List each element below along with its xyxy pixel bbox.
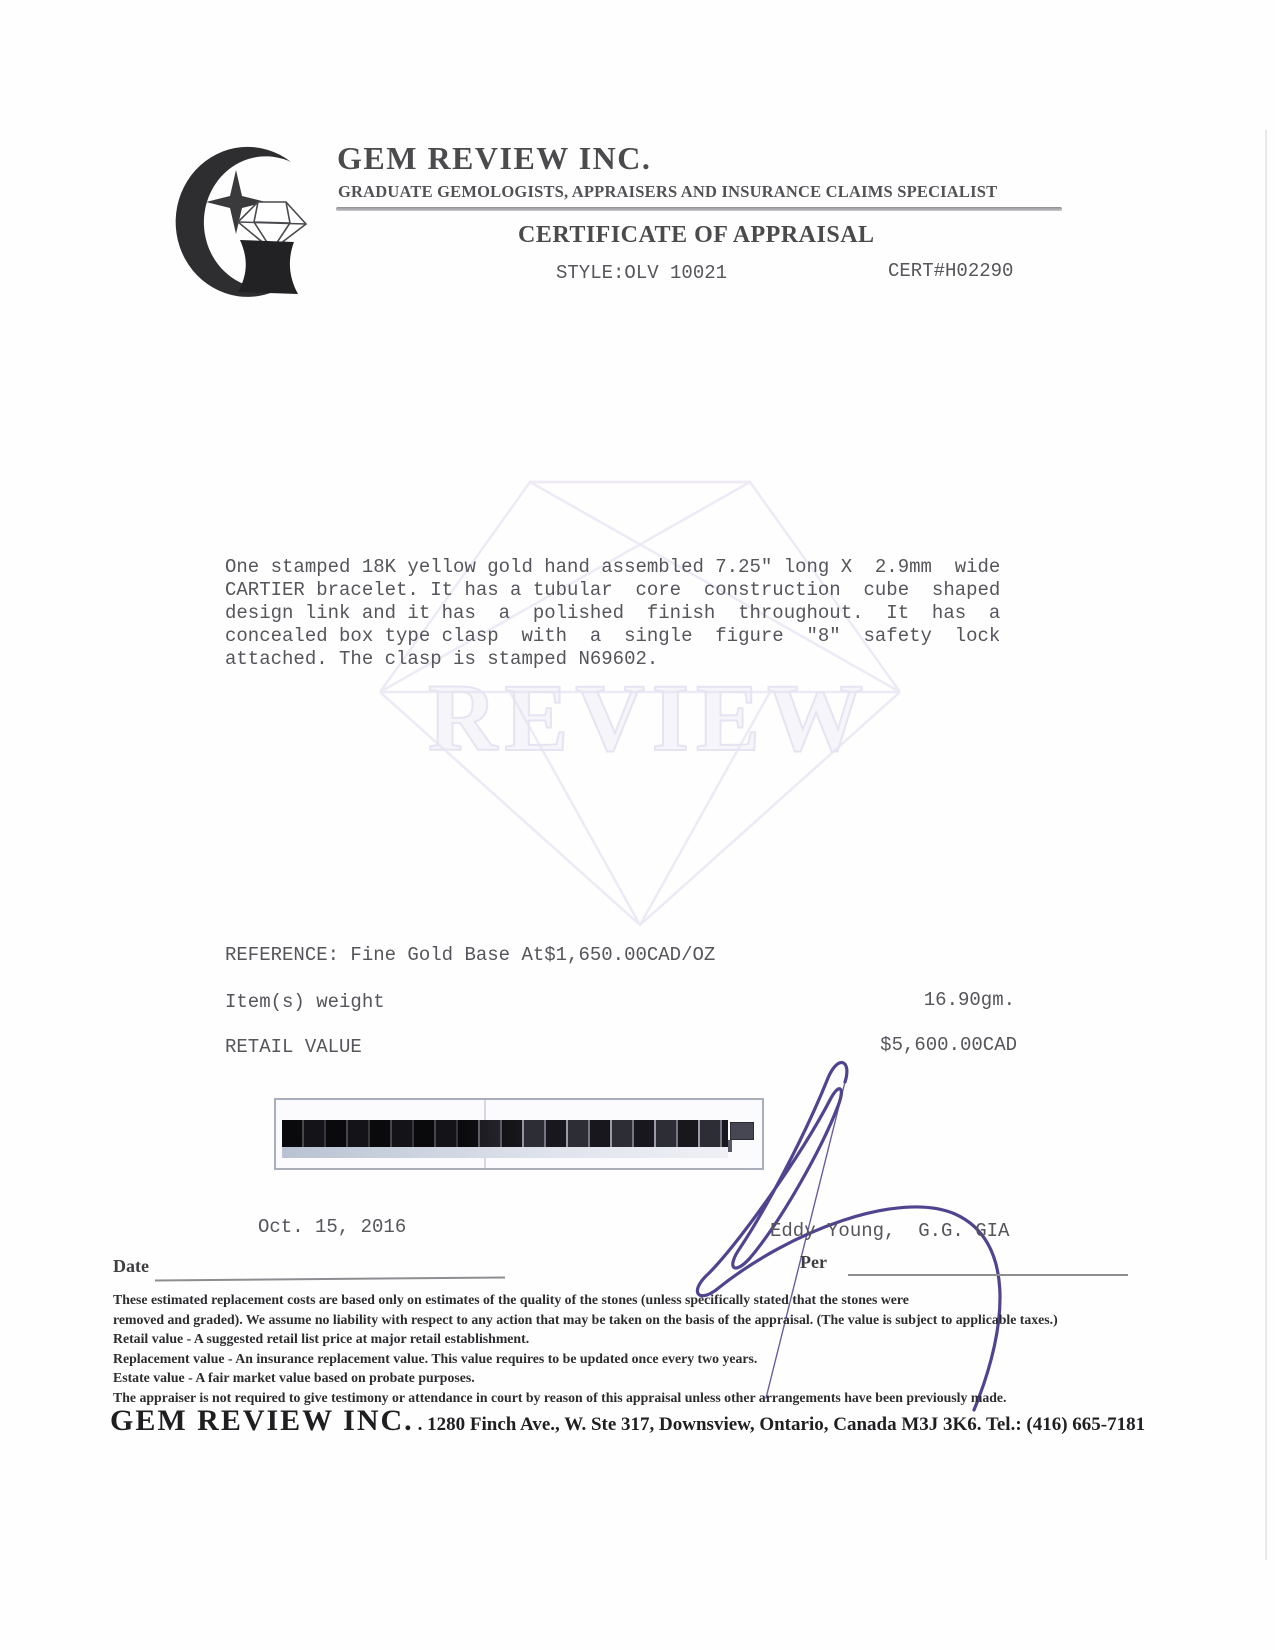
description-line: concealed box type clasp with a single figure "8" safety lock — [225, 625, 1001, 647]
item-description — [225, 556, 1000, 671]
description-line: attached. The clasp is stamped N69602. — [225, 648, 659, 670]
disclaimer-line: These estimated replacement costs are based only on estimates of the quality of the stones (unless specifically stated that the stones were — [113, 1291, 909, 1308]
description-line: CARTIER bracelet. It has a tubular core construction cube shaped — [225, 579, 1001, 601]
disclaimer-line: Replacement value - An insurance replacement value. This value requires to be updated once every two years. — [113, 1350, 758, 1366]
footer-address: . 1280 Finch Ave., W. Ste 317, Downsview, Ontario, Canada M3J 3K6. Tel.: (416) 665-7181 — [417, 1414, 1146, 1435]
weight-value: 16.90gm. — [923, 989, 1015, 1011]
disclaimer-line: removed and graded). We assume no liability with respect to any action that may be taken on the basis of the appraisal. (The value is subject to applicable taxes.) — [113, 1311, 1058, 1327]
reference-line: REFERENCE: Fine Gold Base At$1,650.00CAD/OZ — [225, 944, 716, 966]
company-name: GEM REVIEW INC. — [337, 140, 652, 176]
review-watermark-text: REVIEW — [428, 664, 871, 771]
date-label: Date — [113, 1256, 149, 1276]
per-label: Per — [800, 1252, 827, 1272]
company-tagline: GRADUATE GEMOLOGISTS, APPRAISERS AND INSURANCE CLAIMS SPECIALIST — [338, 181, 998, 202]
gem-review-logo-icon — [166, 136, 324, 304]
bracelet-chain — [282, 1120, 728, 1147]
per-signature-line — [848, 1274, 1128, 1276]
bracelet-reflection — [282, 1147, 728, 1158]
header-divider — [336, 207, 1062, 211]
certificate-number: CERT#H02290 — [888, 260, 1014, 282]
retail-value-label: RETAIL VALUE — [225, 1036, 362, 1058]
appraiser-name: Eddy Young, G.G. GIA — [770, 1220, 1010, 1242]
weight-label: Item(s) weight — [225, 991, 385, 1013]
bracelet-clasp — [730, 1122, 754, 1140]
style-number: STYLE:OLV 10021 — [556, 262, 728, 284]
description-line: design link and it has a polished finish throughout. It has a — [225, 602, 1001, 624]
footer-company-name: GEM REVIEW INC. — [110, 1404, 414, 1437]
scan-edge-line — [1265, 130, 1267, 1560]
retail-value-amount: $5,600.00CAD — [880, 1034, 1017, 1056]
disclaimer-line: Estate value - A fair market value based on probate purposes. — [113, 1369, 475, 1386]
disclaimer-line: Retail value - A suggested retail list price at major retail establishment. — [113, 1330, 530, 1347]
appraisal-date: Oct. 15, 2016 — [258, 1216, 407, 1238]
disclaimer-line: The appraiser is not required to give testimony or attendance in court by reason of this appraisal unless other arrangements have been previously made. — [113, 1389, 1007, 1405]
date-signature-line — [155, 1276, 505, 1281]
description-line: One stamped 18K yellow gold hand assembled 7.25" long X 2.9mm wide — [225, 556, 1001, 578]
disclaimer-text — [113, 1290, 1173, 1407]
bracelet-photo — [274, 1098, 764, 1170]
footer — [110, 1404, 1145, 1438]
bracelet-clasp-pin — [728, 1140, 732, 1152]
certificate-title: CERTIFICATE OF APPRAISAL — [518, 222, 875, 248]
